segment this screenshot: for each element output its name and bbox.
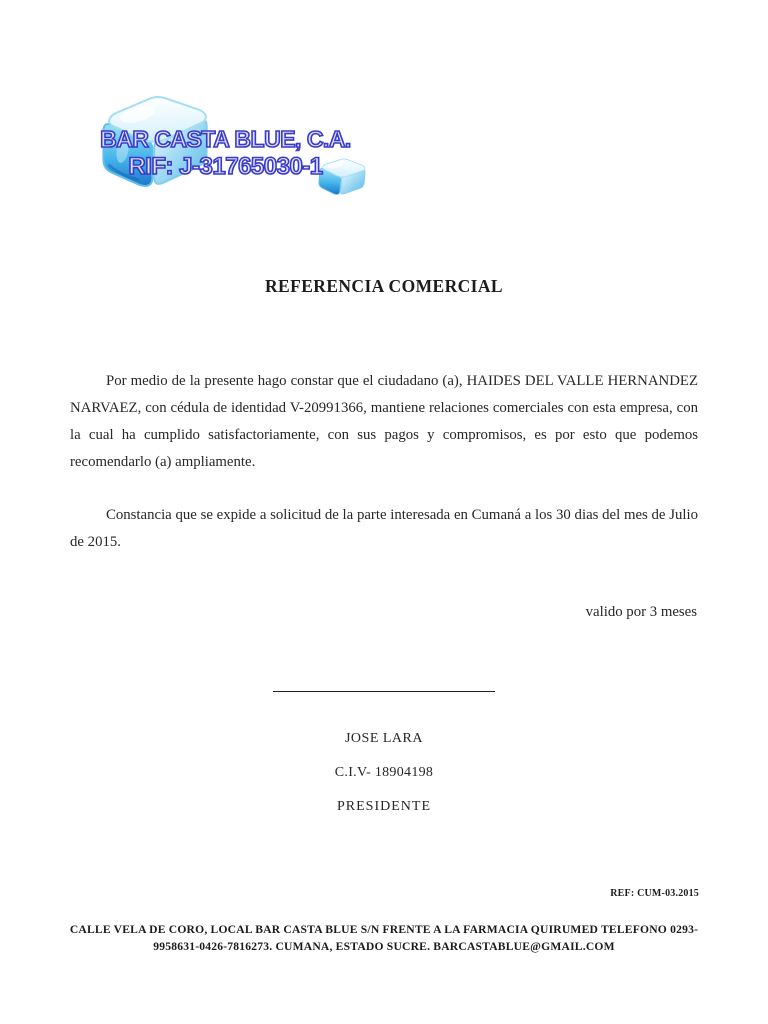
signature-cedula: C.I.V- 18904198 [334, 765, 434, 780]
body-paragraph-2: Constancia que se expide a solicitud de la parte interesada en Cumaná a los 30 dias del mes de Julio de 2015. [70, 507, 698, 550]
validity-note: valido por 3 meses [585, 604, 697, 620]
footer-address-line: CALLE VELA DE CORO, LOCAL BAR CASTA BLUE S/N FRENTE A LA FARMACIA QUIRUMED TELEFONO 0293- [69, 923, 699, 936]
body-paragraph-1: Por medio de la presente hago constar que el ciudadano (a), HAIDES DEL VALLE HERNANDEZ NARVAEZ, con cédula de identidad V-20991366, mantiene relaciones comerciales con esta empresa, con la cual ha cumplido satisfactoriamente, con sus pagos y compromisos, es por esto que podemos recomendarlo (a) ampliamente. [70, 373, 698, 470]
company-logo [78, 86, 373, 204]
logo-company-name: BAR CASTA BLUE, C.A. [100, 126, 351, 152]
letter-title: REFERENCIA COMERCIAL [265, 276, 503, 296]
logo-rif: RIF: J-31765030-1 [128, 153, 323, 180]
footer-address [64, 921, 704, 955]
signature-name: JOSE LARA [344, 731, 423, 746]
signature-line [273, 691, 495, 692]
reference-code: REF: CUM-03.2015 [610, 888, 699, 899]
signature-role: PRESIDENTE [337, 799, 431, 814]
footer-address-line: 9958631-0426-7816273. CUMANA, ESTADO SUCRE. BARCASTABLUE@GMAIL.COM [153, 940, 615, 953]
